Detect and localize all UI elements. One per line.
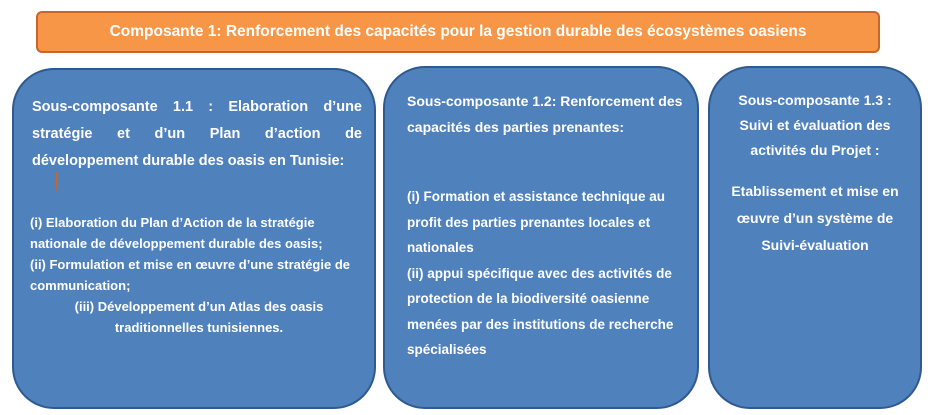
list-item: (ii) Formulation et mise en œuvre d’une stratégie de communication; — [30, 257, 350, 293]
list-item: (ii) appui spécifique avec des activités de protection de la biodiversité oasienne menées par des institutions de recherche spécialisées — [407, 265, 674, 357]
subcomponent-1-2-box — [383, 66, 699, 409]
component-header — [36, 11, 880, 53]
subcomponent-1-2-items — [407, 184, 689, 363]
subcomponent-1-1-box — [12, 68, 376, 409]
subcomponent-1-1-items — [30, 212, 368, 338]
list-item: (iii) Développement d’un Atlas des oasis traditionnelles tunisiennes. — [74, 299, 324, 335]
subcomponent-1-3-title: Sous-composante 1.3 : Suivi et évaluation des activités du Projet : — [738, 92, 892, 158]
list-item: Etablissement et mise en œuvre d’un système de Suivi-évaluation — [731, 183, 899, 253]
subcomponent-1-2-title: Sous-composante 1.2: Renforcement des capacités des parties prenantes: — [407, 93, 683, 135]
component-title: Composante 1: Renforcement des capacités pour la gestion durable des écosystèmes oasiens — [109, 23, 807, 40]
subcomponent-1-1-title: Sous-composante 1.1 : Elaboration d’une stratégie et d’un Plan d’action de développement durable des oasis en Tunisie: — [32, 99, 362, 169]
subcomponent-1-3-items — [724, 178, 906, 259]
list-item: (i) Elaboration du Plan d’Action de la stratégie nationale de développement durable des oasis; — [30, 215, 323, 251]
subcomponent-1-3-box — [708, 66, 922, 409]
text-cursor-mark — [56, 172, 58, 190]
list-item: (i) Formation et assistance technique au profit des parties prenantes locales et nationales — [407, 189, 666, 255]
